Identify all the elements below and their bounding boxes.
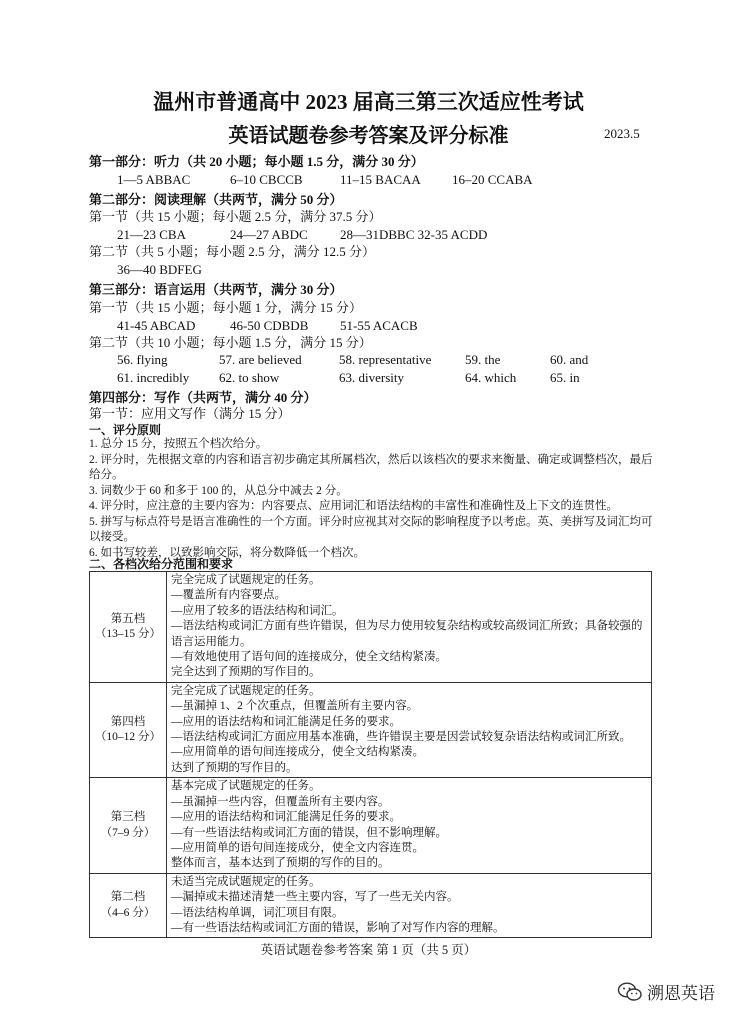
criteria-line: —有一些语法结构或词汇方面的错误，影响了对写作内容的理解。 (171, 921, 505, 934)
fill-answer: 59. the (465, 352, 501, 367)
criteria-line: 完全完成了试题规定的任务。 (171, 574, 321, 586)
fill-answer: 64. which (465, 370, 517, 385)
principle-item: 1. 总分 15 分，按照五个档次给分。 (89, 438, 268, 450)
grade-level-cell (90, 778, 167, 873)
watermark (617, 979, 715, 1004)
grade-level-cell (90, 873, 167, 938)
part3-heading: 第三部分：语言运用（共两节，满分 30 分） (89, 282, 343, 297)
page-footer: 英语试题卷参考答案 第 1 页（共 5 页） (260, 943, 477, 957)
grading-table (89, 571, 652, 938)
answer-group: 6–10 CBCCB (230, 172, 303, 187)
criteria-line: —应用的语法结构和词汇能满足任务的要求。 (171, 811, 401, 824)
answer-group: 28—31DBBC 32-35 ACDD (340, 227, 488, 242)
grade-range: （13–15 分） (94, 627, 162, 640)
part4-heading: 第四部分：写作（共两节，满分 40 分） (89, 390, 317, 405)
criteria-line: —虽漏掉一些内容，但覆盖所有主要内容。 (171, 795, 390, 808)
part3-section2-heading: 第二节（共 10 小题；每小题 1.5 分，满分 15 分） (89, 335, 372, 350)
part1-heading: 第一部分：听力（共 20 小题；每小题 1.5 分，满分 30 分） (89, 154, 424, 169)
fill-answer: 63. diversity (339, 370, 404, 385)
table-row (90, 682, 652, 777)
criteria-line: —漏掉或未描述清楚一些主要内容，写了一些无关内容。 (171, 891, 459, 904)
criteria-line: 基本完成了试题规定的任务。 (171, 780, 321, 793)
watermark-text: 溯恩英语 (647, 984, 715, 1004)
principle-item: 6. 如书写较差，以致影响交际，将分数降低一个档次。 (89, 546, 365, 559)
grade-criteria-cell (167, 873, 652, 938)
answer-group: 11–15 BACAA (340, 172, 421, 187)
criteria-line: —应用简单的语句间连接成分，使全文结构紧凑。 (171, 746, 424, 759)
fill-answer: 56. flying (117, 352, 168, 367)
criteria-line: —应用简单的语句间连接成分，使全文内容连贯。 (171, 841, 424, 854)
grade-level: 第四档 (110, 715, 146, 728)
criteria-line: 整体而言，基本达到了预期的写作的目的。 (171, 857, 390, 870)
answer-group: 16–20 CCABA (452, 172, 533, 187)
grade-range: （4–6 分） (100, 906, 156, 919)
criteria-line: —应用了较多的语法结构和词汇。 (171, 604, 344, 617)
criteria-line: 完全完成了试题规定的任务。 (171, 684, 321, 697)
answer-group: 24—27 ABDC (230, 227, 308, 242)
document-date: 2023.5 (604, 126, 640, 141)
criteria-line: —语法结构单调，词汇项目有限。 (171, 906, 344, 919)
criteria-line: 完全达到了预期的写作目的。 (171, 666, 321, 679)
answer-group: 36—40 BDFEG (117, 262, 202, 277)
criteria-line: 达到了预期的写作目的。 (171, 761, 298, 774)
principle-item: 4. 评分时，应注意的主要内容为：内容要点、应用词汇和语法结构的丰富性和准确性及上下文的连贯性。 (89, 500, 618, 512)
part2-heading: 第二部分：阅读理解（共两节，满分 50 分） (89, 192, 343, 207)
fill-answer: 61. incredibly (117, 370, 190, 385)
principles-heading: 一、评分原则 (89, 423, 162, 437)
fill-answer: 58. representative (339, 352, 432, 367)
document-subtitle: 英语试题卷参考答案及评分标准 (228, 125, 509, 147)
criteria-line: —覆盖所有内容要点。 (171, 589, 286, 602)
grade-level: 第二档 (110, 891, 146, 904)
principle-item: 3. 词数少于 60 和多于 100 的，从总分中减去 2 分。 (89, 484, 348, 497)
grade-criteria-cell (167, 778, 652, 873)
principles-list (89, 437, 655, 561)
answer-group: 51-55 ACACB (340, 318, 418, 333)
criteria-line: —虽漏掉 1、2 个次重点，但覆盖所有主要内容。 (171, 700, 419, 713)
fill-answer: 62. to show (219, 370, 280, 385)
part3-section1-heading: 第一节（共 15 小题；每小题 1 分，满分 15 分） (89, 300, 363, 315)
grades-heading: 二、各档次给分范围和要求 (89, 557, 234, 571)
part2-section1-heading: 第一节（共 15 小题；每小题 2.5 分，满分 37.5 分） (89, 209, 382, 224)
grade-criteria-cell (167, 572, 652, 683)
answer-group: 21—23 CBA (117, 227, 186, 242)
criteria-line: —语法结构或词汇方面应用基本准确，些许错误主要是因尝试较复杂语法结构或词汇所致。 (171, 731, 631, 744)
part2-section2-heading: 第二节（共 5 小题；每小题 2.5 分，满分 12.5 分） (89, 244, 376, 259)
answer-group: 46-50 CDBDB (230, 318, 309, 333)
table-row (90, 873, 652, 938)
principle-item: 2. 评分时，先根据文章的内容和语言初步确定其所属档次，然后以该档次的要求来衡量、确定或调整档次，最后给分。 (89, 453, 653, 481)
table-row (90, 572, 652, 683)
grade-level: 第三档 (110, 811, 146, 824)
criteria-line: 未适当完成试题规定的任务。 (171, 875, 321, 888)
fill-answer: 65. in (550, 370, 580, 385)
fill-answer: 60. and (550, 352, 589, 367)
grade-level-cell (90, 572, 167, 683)
criteria-line: —语法结构或词汇方面有些许错误，但为尽力使用较复杂结构或较高级词汇所致；具备较强的语言运用能力。 (171, 620, 643, 648)
criteria-line: —有一些语法结构或词汇方面的错误，但不影响理解。 (171, 826, 447, 839)
exam-title: 温州市普通高中 2023 届高三第三次适应性考试 (153, 90, 584, 114)
criteria-line: —有效地使用了语句间的连接成分，使全文结构紧凑。 (171, 651, 447, 664)
grade-level: 第五档 (110, 612, 146, 625)
answer-group: 41-45 ABCAD (117, 318, 196, 333)
grade-range: （10–12 分） (94, 731, 162, 744)
wechat-icon (617, 982, 643, 1002)
part4-section1-heading: 第一节：应用文写作（满分 15 分） (89, 406, 291, 421)
grade-range: （7–9 分） (100, 826, 156, 839)
criteria-line: —应用的语法结构和词汇能满足任务的要求。 (171, 715, 401, 728)
table-row (90, 778, 652, 873)
answer-group: 1—5 ABBAC (117, 172, 191, 187)
grade-criteria-cell (167, 682, 652, 777)
principle-item: 5. 拼写与标点符号是语言准确性的一个方面。评分时应视其对交际的影响程度予以考虑。英、美拼写及词汇均可以接受。 (89, 515, 653, 543)
fill-answer: 57. are believed (219, 352, 302, 367)
grade-level-cell (90, 682, 167, 777)
